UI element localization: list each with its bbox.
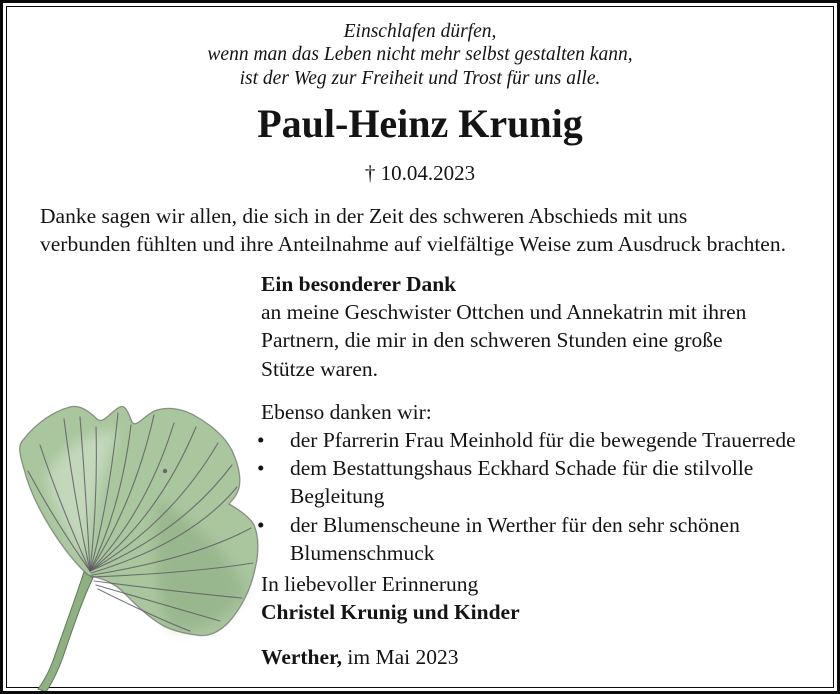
family-names: Christel Krunig und Kinder xyxy=(261,600,520,625)
list-item-text: der Blumenscheune in Werther für den sehr schönen Blumenschmuck xyxy=(290,512,740,565)
special-thanks-line-1: an meine Geschwister Ottchen und Annekatrin mit ihren xyxy=(261,300,747,325)
bullet-marker: • xyxy=(257,456,265,481)
intro-line-1: Danke sagen wir allen, die sich in der Zeit des schweren Abschieds mit uns xyxy=(40,204,688,228)
closing-line: In liebevoller Erinnerung xyxy=(261,572,479,596)
leaf-speck xyxy=(163,469,167,473)
list-item-text: der Pfarrerin Frau Meinhold für die bewegende Trauerrede xyxy=(290,428,796,452)
intro-line-2: verbunden fühlten und ihre Anteilnahme auf vielfältige Weise zum Ausdruck brachten. xyxy=(40,232,786,256)
thanks-list-heading: Ebenso danken wir: xyxy=(261,400,432,424)
epigraph-line-1: Einschlafen dürfen, xyxy=(343,21,497,42)
death-date: † 10.04.2023 xyxy=(364,161,476,185)
list-item xyxy=(257,454,832,510)
epigraph-line-3: ist der Weg zur Freiheit und Trost für uns alle. xyxy=(239,67,601,89)
special-thanks-line-3: Stütze waren. xyxy=(261,356,379,381)
list-item-text: dem Bestattungshaus Eckhard Schade für die stilvolle Begleitung xyxy=(290,456,754,509)
epigraph-line-2: wenn man das Leben nicht mehr selbst gestalten kann, xyxy=(207,44,633,66)
list-item xyxy=(257,511,832,567)
leaf-stem xyxy=(38,572,93,692)
bullet-marker: • xyxy=(257,512,265,537)
signoff-place: Werther, xyxy=(261,645,343,669)
thanks-list xyxy=(257,426,832,567)
special-thanks-block xyxy=(261,270,821,383)
special-thanks-line-2: Partnern, die mir in den schweren Stunden eine große xyxy=(261,328,723,353)
epigraph xyxy=(0,20,840,90)
deceased-name: Paul-Heinz Krunig xyxy=(257,101,583,146)
signoff-block xyxy=(261,643,821,671)
list-item xyxy=(257,426,832,454)
ginkgo-leaf-illustration xyxy=(6,383,286,693)
closing-block xyxy=(261,570,821,626)
special-thanks-heading: Ein besonderer Dank xyxy=(261,272,457,296)
bullet-marker: • xyxy=(257,428,265,452)
intro-paragraph xyxy=(40,202,830,258)
signoff-date: im Mai 2023 xyxy=(342,645,459,669)
